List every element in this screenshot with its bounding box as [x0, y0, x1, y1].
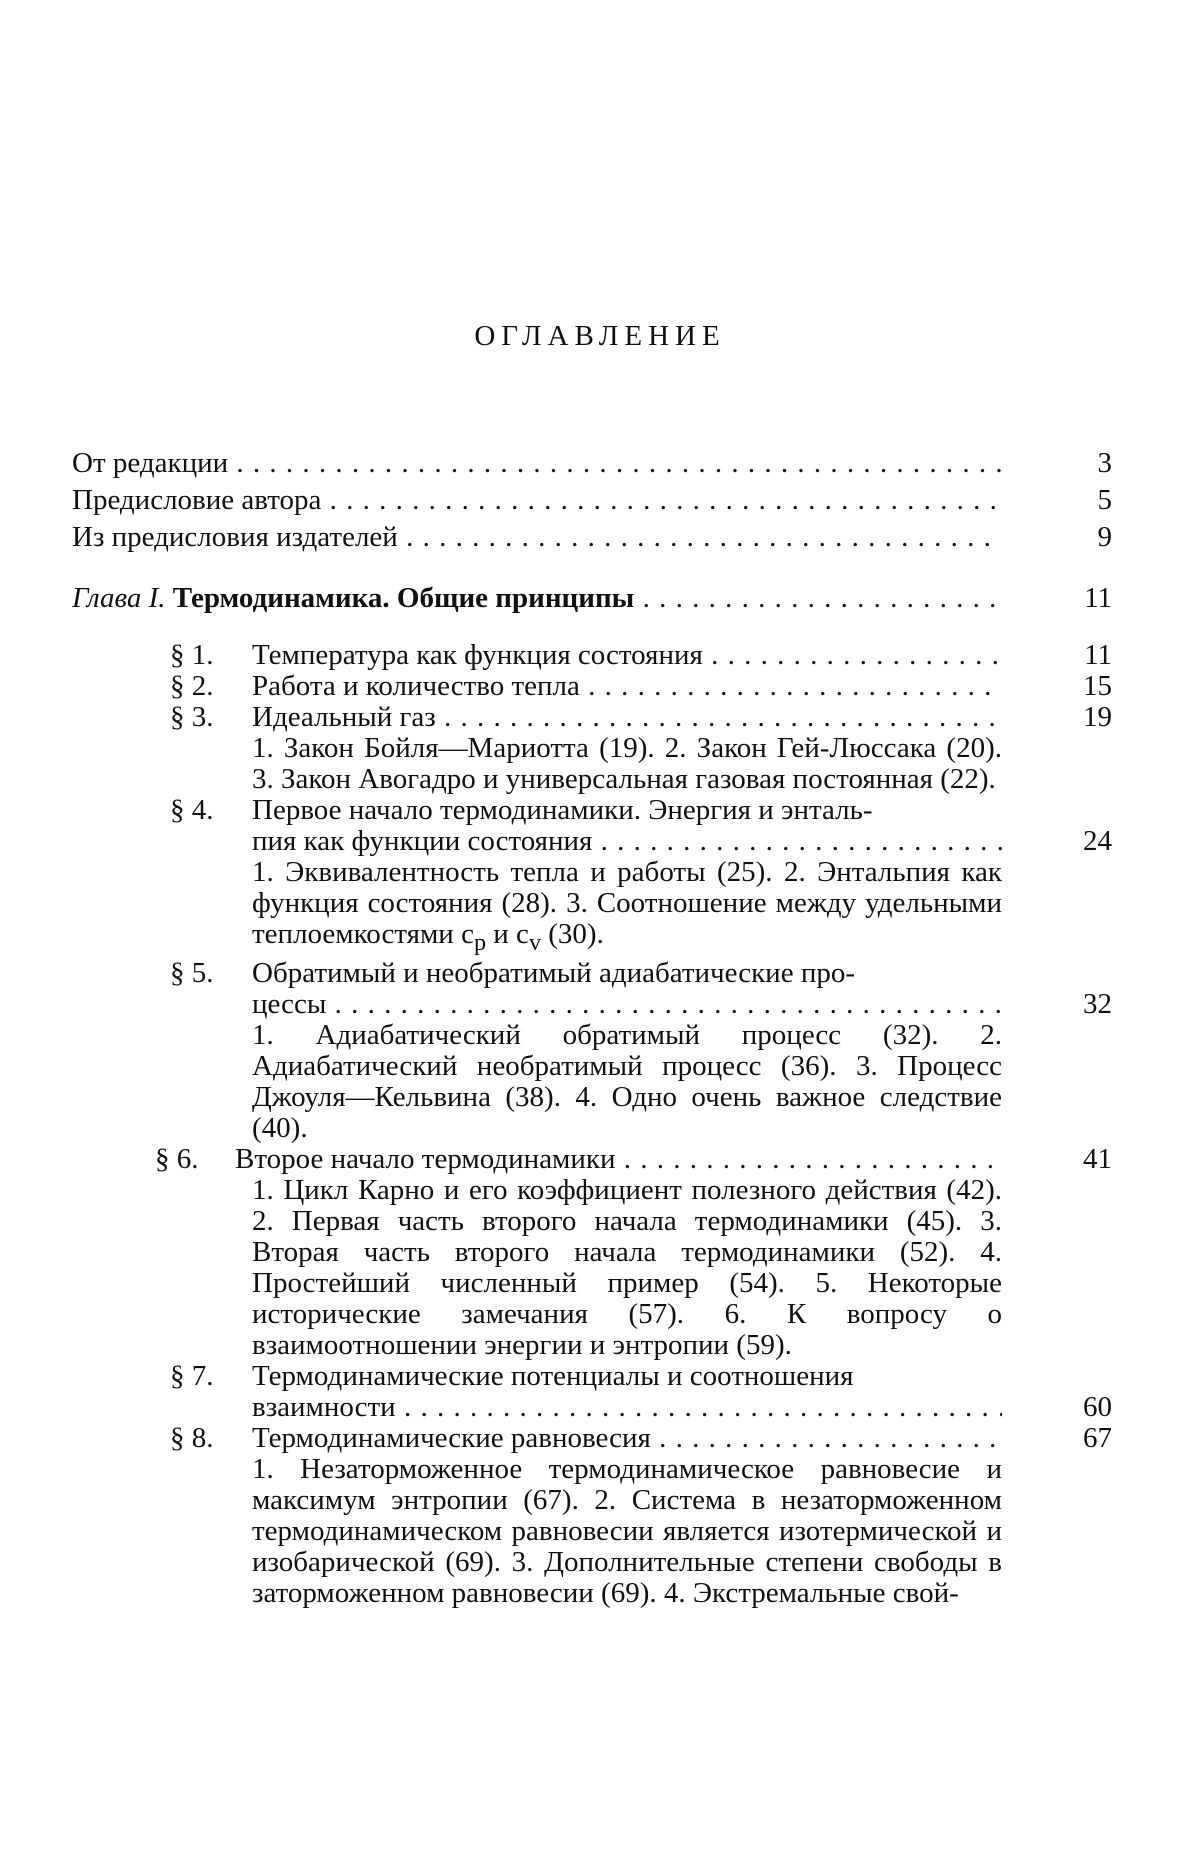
- page-title: ОГЛАВЛЕНИЕ: [474, 320, 726, 352]
- section-entry[interactable]: [0, 640, 1200, 671]
- page-number: 11: [1084, 639, 1112, 671]
- page-number: 15: [1083, 670, 1112, 702]
- section-title-line[interactable]: [0, 1144, 1200, 1175]
- section-entry[interactable]: [0, 958, 1200, 1144]
- section-title-line[interactable]: [0, 702, 1200, 733]
- section-subtopics: 1. Эквивалентность тепла и работы (25). 2. Энтальпия как функция состояния (28). 3. Соотношение между удельными теплоемкостями $c_p$ и $c_v$ (30).: [252, 856, 1002, 956]
- page-number: 5: [1097, 484, 1112, 516]
- chapter-label: Глава I.: [72, 583, 173, 614]
- section-entry[interactable]: [0, 1361, 1200, 1423]
- front-entry[interactable]: [0, 448, 1200, 485]
- entry-title: Предисловие автора . . .: [72, 485, 1002, 516]
- chapter-name: Термодинамика. Общие принципы: [172, 583, 635, 614]
- section-title-line[interactable]: [0, 1392, 1200, 1423]
- entry-title: Идеальный газ . . .: [252, 702, 1002, 733]
- front-matter: [0, 448, 1200, 559]
- section-mark: § 3.: [170, 701, 214, 733]
- section-title-line[interactable]: [0, 989, 1200, 1020]
- entry-title: От редакции . . .: [72, 448, 1002, 479]
- section-title-text: Обратимый и необратимый адиабатические про-: [252, 956, 855, 989]
- page-number: 41: [1083, 1142, 1112, 1175]
- section-subtopics: 1. Цикл Карно и его коэффициент полезного действия (42). 2. Первая часть второго начала термодинамики (45). 3. Вторая часть второго начала термодинамики (52). 4. Простейший численный пример (54). 5. Некоторые исторические замечания (57). 6. К вопросу о взаимоотношении энергии и энтропии (59).: [252, 1173, 1002, 1361]
- section-title-line: [0, 958, 1200, 989]
- section-title-text: Термодинамические потенциалы и соотношения: [252, 1359, 854, 1392]
- section-entry[interactable]: [0, 671, 1200, 702]
- section-entry[interactable]: [0, 1423, 1200, 1609]
- chapter-row[interactable]: [0, 583, 1200, 614]
- page-number: 19: [1083, 701, 1112, 733]
- section-mark: § 8.: [170, 1421, 214, 1454]
- chapter-entry: [0, 583, 1200, 614]
- entry-title: цессы . . .: [252, 989, 1002, 1020]
- section-mark: § 6.: [155, 1142, 199, 1175]
- subscript: p: [473, 928, 487, 956]
- front-entry[interactable]: [0, 485, 1200, 522]
- page-number: 32: [1083, 987, 1112, 1020]
- section-entry[interactable]: [0, 795, 1200, 958]
- section-title-line[interactable]: [0, 671, 1200, 702]
- page-number: 24: [1083, 825, 1112, 857]
- subscript: v: [528, 928, 542, 956]
- section-mark: § 5.: [170, 956, 214, 989]
- sections-list: [0, 640, 1200, 1609]
- page-number: 9: [1097, 521, 1112, 553]
- table-of-contents: [0, 448, 1200, 1609]
- section-mark: § 4.: [170, 794, 214, 826]
- section-title-text: Первое начало термодинамики. Энергия и энталь-: [252, 794, 873, 826]
- entry-title: Из предисловия издателей . . .: [72, 522, 1002, 553]
- section-title-line: [0, 1361, 1200, 1392]
- section-subtopics: 1. Закон Бойля—Мариотта (19). 2. Закон Гей-Люссака (20). 3. Закон Авогадро и универсальная газовая постоянная (22).: [252, 732, 1002, 795]
- entry-title: взаимности . . .: [252, 1392, 1002, 1423]
- entry-title: Второе начало термодинамики . . .: [235, 1144, 1002, 1175]
- page-number: 3: [1097, 447, 1112, 479]
- entry-title: Температура как функция состояния . . .: [252, 640, 1002, 671]
- section-title-line: [0, 795, 1200, 826]
- front-entry[interactable]: [0, 522, 1200, 559]
- chapter-title: [72, 583, 1002, 614]
- section-mark: § 1.: [170, 639, 214, 671]
- page-number: 60: [1083, 1390, 1112, 1423]
- section-mark: § 7.: [170, 1359, 214, 1392]
- section-subtopics: 1. Незаторможенное термодинамическое равновесие и максимум энтропии (67). 2. Система в незаторможенном термодинамическом равновесии является изотермической и изобарической (69). 3. Дополнительные степени свободы в заторможенном равновесии (69). 4. Экстремальные свой-: [252, 1452, 1002, 1609]
- entry-title: Работа и количество тепла . . .: [252, 671, 1002, 702]
- page-number: 11: [1084, 582, 1112, 614]
- section-mark: § 2.: [170, 670, 214, 702]
- section-subtopics: 1. Адиабатический обратимый процесс (32). 2. Адиабатический необратимый процесс (36). 3. Процесс Джоуля—Кельвина (38). 4. Одно очень важное следствие (40).: [252, 1018, 1002, 1144]
- section-title-line[interactable]: [0, 1423, 1200, 1454]
- page-number: 67: [1083, 1421, 1112, 1454]
- section-title-line[interactable]: [0, 640, 1200, 671]
- section-entry[interactable]: [0, 1144, 1200, 1361]
- entry-title: Термодинамические равновесия . . .: [252, 1423, 1002, 1454]
- section-title-line[interactable]: [0, 826, 1200, 857]
- entry-title: пия как функции состояния . . .: [252, 826, 1002, 857]
- section-entry[interactable]: [0, 702, 1200, 795]
